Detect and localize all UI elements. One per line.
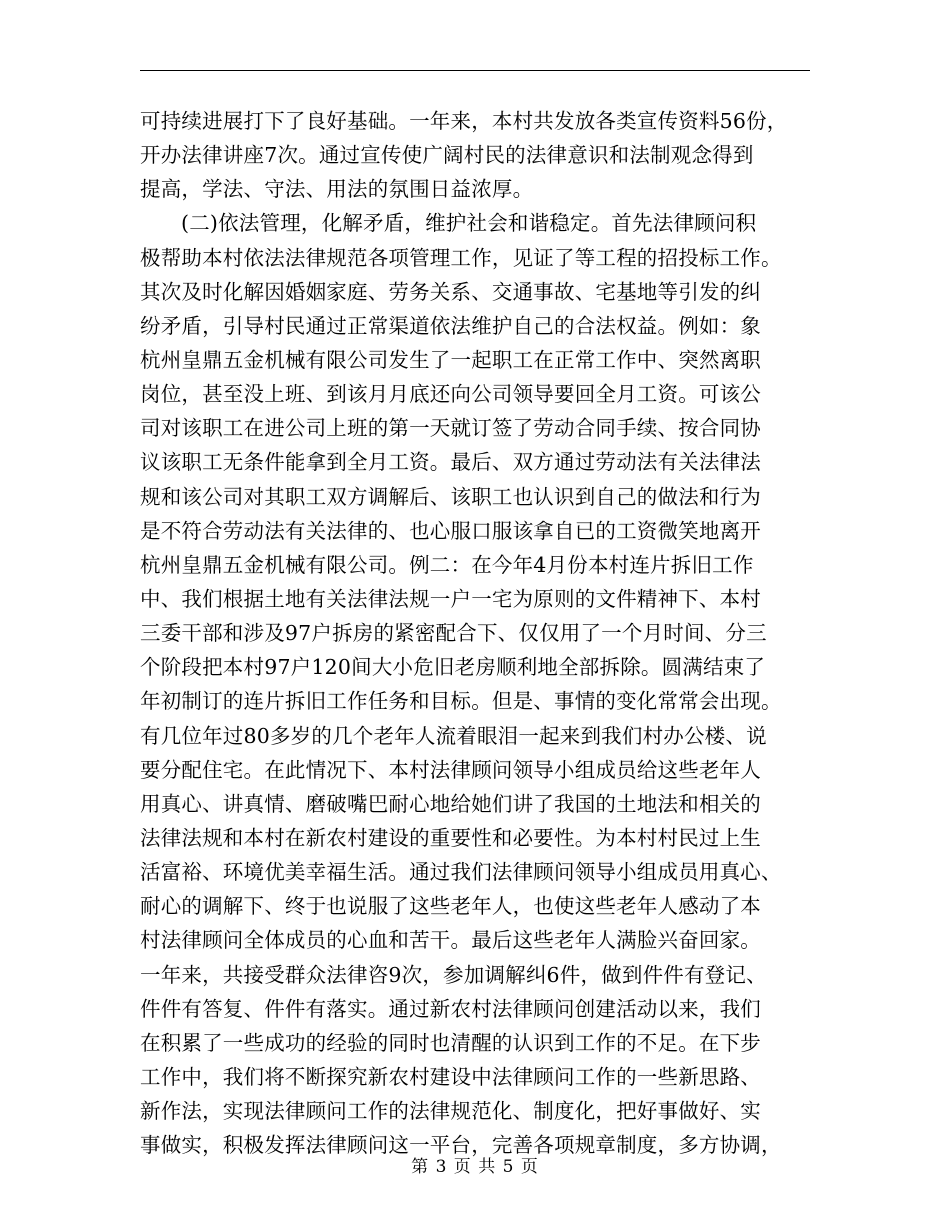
text-line: 提高，学法、守法、用法的氛围日益浓厚。 xyxy=(140,177,534,202)
text-line: 用真心、讲真情、磨破嘴巴耐心地给她们讲了我国的土地法和相关的 xyxy=(140,791,761,816)
text-line: 村法律顾问全体成员的心血和苦干。最后这些老年人满脸兴奋回家。 xyxy=(140,928,761,953)
text-line: 是不符合劳动法有关法律的、也心服口服该拿自已的工资微笑地离开 xyxy=(140,518,761,543)
text-line: 在积累了一些成功的经验的同时也清醒的认识到工作的不足。在下步 xyxy=(140,1030,761,1055)
text-line: 要分配住宅。在此情况下、本村法律顾问领导小组成员给这些老年人 xyxy=(140,757,761,782)
text-line: 三委干部和涉及97户拆房的紧密配合下、仅仅用了一个月时间、分三 xyxy=(140,621,767,646)
text-line: 其次及时化解因婚姻家庭、劳务关系、交通事故、宅基地等引发的纠 xyxy=(140,279,761,304)
text-line: 规和该公司对其职工双方调解后、该职工也认识到自己的做法和行为 xyxy=(140,484,761,509)
text-line: 议该职工无条件能拿到全月工资。最后、双方通过劳动法有关法律法 xyxy=(140,450,761,475)
text-line: 中、我们根据土地有关法律法规一户一宅为原则的文件精神下、本村 xyxy=(140,586,761,611)
text-line: 可持续进展打下了良好基础。一年来，本村共发放各类宣传资料56份， xyxy=(140,109,788,133)
document-body xyxy=(140,104,820,1162)
text-line: 杭州皇鼎五金机械有限公司发生了一起职工在正常工作中、突然离职 xyxy=(140,347,761,372)
text-line: 事做实，积极发挥法律顾问这一平台，完善各项规章制度，多方协调， xyxy=(140,1133,782,1158)
text-line: 耐心的调解下、终于也说服了这些老年人，也使这些老年人感动了本 xyxy=(140,894,761,919)
text-line: 法律法规和本村在新农村建设的重要性和必要性。为本村村民过上生 xyxy=(140,825,761,850)
text-line: 工作中，我们将不断探究新农村建设中法律顾问工作的一些新思路、 xyxy=(140,1064,761,1089)
text-line: 年初制订的连片拆旧工作任务和目标。但是、事情的变化常常会出现。 xyxy=(140,689,782,714)
text-line: 极帮助本村依法法律规范各项管理工作，见证了等工程的招投标工作。 xyxy=(140,245,782,270)
text-line: 司对该职工在进公司上班的第一天就订签了劳动合同手续、按合同协 xyxy=(140,416,761,441)
paragraph-start-line: (二)依法管理，化解矛盾，维护社会和谐稳定。首先法律顾问积 xyxy=(181,211,757,236)
text-line: 岗位，甚至没上班、到该月月底还向公司领导要回全月工资。可该公 xyxy=(140,382,761,407)
text-line: 件件有答复、件件有落实。通过新农村法律顾问创建活动以来，我们 xyxy=(140,996,761,1021)
text-line: 有几位年过80多岁的几个老年人流着眼泪一起来到我们村办公楼、说 xyxy=(140,723,767,748)
page-number-footer: 第 3 页 共 5 页 xyxy=(411,1157,539,1177)
text-line: 个阶段把本村97户120间大小危旧老房顺利地全部拆除。圆满结束了 xyxy=(140,655,766,680)
header-rule xyxy=(140,70,810,71)
text-line: 一年来，共接受群众法律咨9次，参加调解纠6件，做到件件有登记、 xyxy=(140,962,767,987)
text-line: 纷矛盾，引导村民通过正常渠道依法维护自己的合法权益。例如：象 xyxy=(140,313,761,338)
text-line: 开办法律讲座7次。通过宣传使广阔村民的法律意识和法制观念得到 xyxy=(140,143,754,168)
text-line: 活富裕、环境优美幸福生活。通过我们法律顾问领导小组成员用真心、 xyxy=(140,860,782,885)
text-line: 杭州皇鼎五金机械有限公司。例二：在今年4月份本村连片拆旧工作 xyxy=(140,552,754,577)
text-line: 新作法，实现法律顾问工作的法律规范化、制度化，把好事做好、实 xyxy=(140,1099,761,1124)
